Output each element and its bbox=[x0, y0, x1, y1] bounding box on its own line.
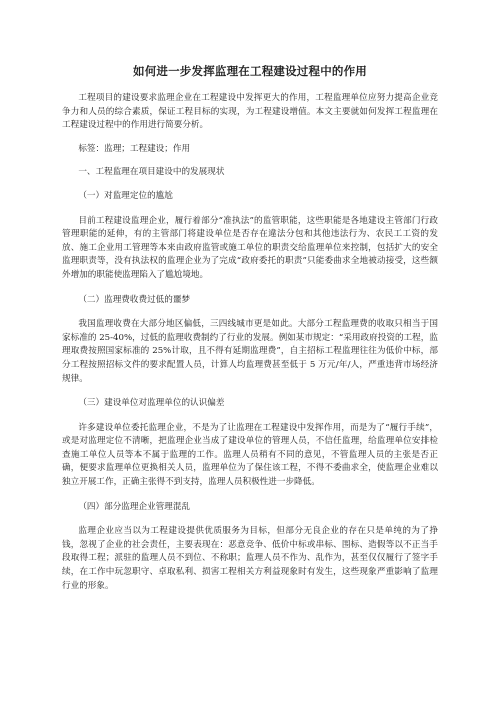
spacer bbox=[62, 156, 438, 166]
spacer bbox=[62, 204, 438, 215]
subsection-heading-4: （四）部分监理企业管理混乱 bbox=[78, 501, 191, 512]
spacer bbox=[62, 307, 438, 318]
spacer bbox=[62, 490, 438, 501]
keywords-line: 标签：监理；工程建设；作用 bbox=[78, 143, 191, 154]
subsection-heading-3: （三）建设单位对监理单位的认识偏差 bbox=[78, 398, 225, 409]
subsection-paragraph-1: 目前工程建设监理企业，履行着部分“准执法”的监管职能，这些职能是各地建设主管部门行政管理职能的延伸，有的主管部门将建设单位是否存在違法分包和其他违法行为、农民工工资的发放、施工企业用工管理等本来由政府监管或施工单位的职责交给监理单位来控制，包括扩大的安全监理职责等，没有执法权的监理企业为了完成“政府委托的职责”只能委曲求全地被动接受，这些额外增加的职能使监理陷入了尴尬境地。 bbox=[62, 215, 438, 280]
spacer bbox=[62, 411, 438, 422]
abstract-paragraph: 工程项目的建设要求监理企业在工程建设中发挥更大的作用，工程监理单位应努力提高企业竞争力和人员的综合素质，保证工程目标的实现，为工程建设增值。本文主要就如何发挥工程监理在工程建设过程中的作用进行简要分析。 bbox=[62, 93, 438, 131]
subsection-paragraph-4: 监理企业应当以为工程建设提供优质服务为目标，但部分无良企业的存在只是单纯的为了挣钱，忽视了企业的社会责任，主要表现在：恶意竞争、低价中标或串标、围标、造假等以不正当手段取得工程；派驻的监理人员不到位、不称职；监理人员不作为、乱作为，甚至仅仅履行了签字手续，在工作中玩忽职守、卓取私利、损害工程相关方利益现象时有发生，这些现象严重影响了监理行业的形象。 bbox=[62, 526, 438, 591]
subsection-paragraph-2: 我国监理收费在大部分地区偏低，三四线城市更是如此。大部分工程监理费的收取只相当于国家标准的 25-40%，过低的监理收费制约了行业的发展。例如某市规定：“采用政府投资的工程，监理取费按照国家标准的 25%计取，且不得有延期监理费”，自主招标工程监理往往为低价中标，部分工程按照招标文件的要求配置人员，计算人均监理费甚至低于 5 万元/年/人，严重违背市场经济规律。 bbox=[62, 319, 438, 384]
spacer bbox=[62, 283, 438, 294]
section-heading-1: 一、工程监理在项目建设中的发展现状 bbox=[78, 167, 225, 178]
subsection-heading-1: （一）对监理定位的尴尬 bbox=[78, 190, 173, 201]
spacer bbox=[62, 180, 438, 190]
spacer bbox=[62, 514, 438, 525]
subsection-paragraph-3: 许多建设单位委托监理企业，不是为了让监理在工程建设中发挥作用，而是为了“履行手续”，或是对监理定位不清晰，把监理企业当成了建设单位的管理人员，不信任监理，给监理单位安排检查施工单位人员等本不属于监理的工作。监理人员稍有不同的意见，不管监理人员的主张是否正确，便要求监理单位更换相关人员，监理单位为了保住该工程，不得不委曲求全，使监理企业难以独立开展工作，正确主张得不到支持，监理人员积极性进一步降低。 bbox=[62, 422, 438, 488]
document-title: 如何进一步发挥监理在工程建设过程中的作用 bbox=[133, 64, 367, 78]
spacer bbox=[62, 133, 438, 143]
subsection-heading-2: （二）监理费收费过低的噩梦 bbox=[78, 294, 191, 305]
spacer bbox=[62, 386, 438, 397]
